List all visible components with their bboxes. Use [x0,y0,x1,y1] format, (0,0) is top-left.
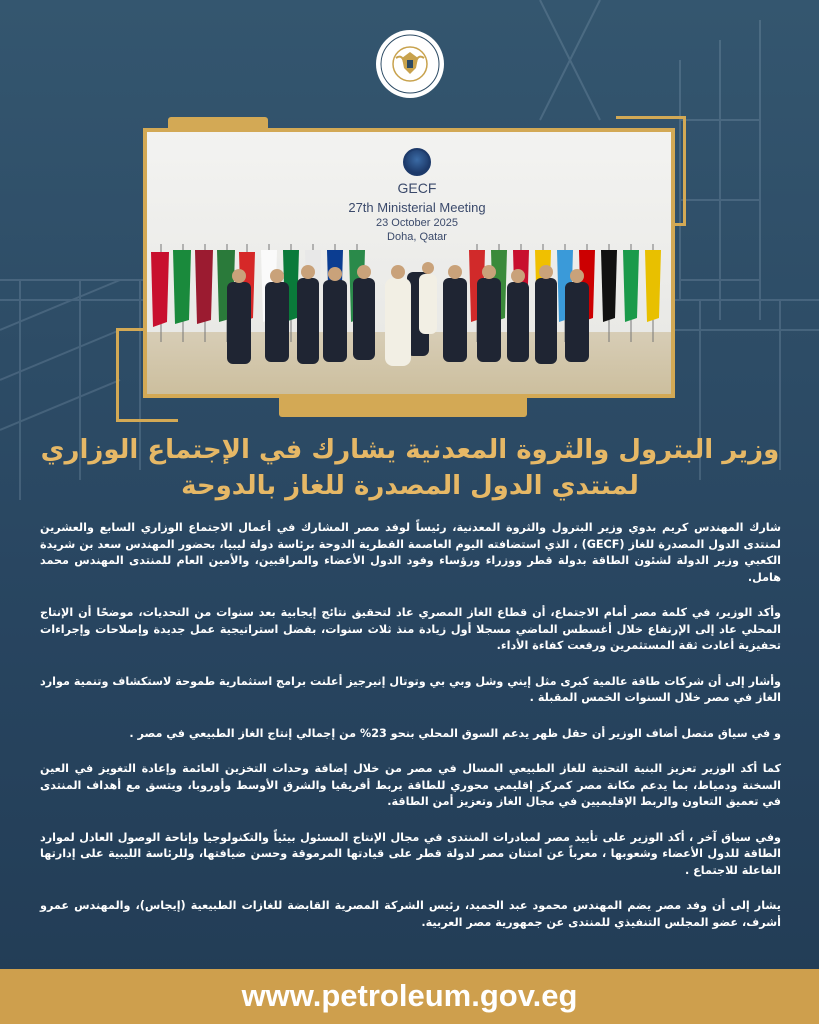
ministry-logo [374,28,446,100]
meeting-photo [143,128,675,398]
article-title [40,432,780,504]
paragraph-5: كما أكد الوزير تعزيز البنية التحتية للغاز الطبيعي المسال في مصر من خلال إضافة وحدات التخزين العائمة وإعادة التغويز في العين السخنة ودمياط، بما يدعم مكانة مصر كمركز إقليمي محوري للطاقة يربط أفريقيا والشرق الأوسط وأوروبا، ويتسق مع أهداف المنتدى في تعميق التعاون والربط الإقليميين في مجال الغاز وتعزيز أمن الطاقة. [40,762,781,808]
gecf-name: GECF [397,180,437,196]
paragraph-4: و في سياق متصل أضاف الوزير أن حقل ظهر يدعم السوق المحلي بنحو 23% من إجمالي إنتاج الغاز الطبيعي في مصر . [129,726,781,740]
gecf-meeting-title: 27th Ministerial Meeting [348,200,486,215]
footer-website-link[interactable]: www.petroleum.gov.eg [241,978,578,1013]
article-body [40,520,781,950]
paragraph-3: وأشار إلى أن شركات طاقة عالمية كبرى مثل إيني وشل وبي بي وتوتال إنيرجيز أعلنت برامج استثمارية طموحة لاستكشاف وتنمية موارد الغاز في مصر خلال السنوات الخمس المقبلة . [40,674,781,704]
title-line-1: وزير البترول والثروة المعدنية يشارك في الإجتماع الوزاري [40,435,780,465]
paragraph-1: شارك المهندس كريم بدوي وزير البترول والثروة المعدنية، رئيساً لوفد مصر المشارك في أعمال الاجتماع الوزاري السابع والعشرين لمنتدى الدول المصدرة للغاز (GECF) ، الذي استضافته اليوم العاصمة القطرية الدوحة برئاسة دولة ليبيا، بحضور المهندس سعد بن شريدة الكعبي وزير الدولة لشئون الطاقة بدولة قطر ووزراء ورؤساء وفود الدول الأعضاء والمراقبين، والأمين العام للمنتدى المهندس محمد هامل. [40,521,781,584]
title-line-2: لمنتدي الدول المصدرة للغاز بالدوحة [181,471,639,501]
gecf-meeting-place: Doha, Qatar [387,231,447,243]
flags-and-delegates [147,132,671,394]
ministry-eagle-seal-icon [374,28,446,100]
gecf-meeting-date: 23 October 2025 [376,217,458,229]
paragraph-7: يشار إلى أن وفد مصر يضم المهندس محمود عبد الحميد، رئيس الشركة المصرية القابضة للغازات الطبيعية (إيجاس)، والمهندس عمرو أشرف، عضو المجلس التنفيذي للمنتدى عن جمهورية مصر العربية. [40,899,781,929]
paragraph-6: وفي سياق آخر ، أكد الوزير على تأييد مصر لمبادرات المنتدى في مجال الإنتاج المسئول بيئياً والتكنولوجيا وإتاحة الوصول العادل لموارد الطاقة للدول الأعضاء وشعوبها ، معرباً عن امتنان مصر لدولة قطر على قيادتها المرموقة وحسن ضيافتها، وللرئاسة الليبية على إدارتها الفاعلة للاجتماع . [40,830,781,877]
paragraph-2: وأكد الوزير، في كلمة مصر أمام الاجتماع، أن قطاع الغاز المصري عاد لتحقيق نتائج إيجابية بعد سنوات من التحديات، موضحًا أن الإنتاج المحلي عاد إلى الإرتفاع خلال أغسطس الماضي مسجلا أول زيادة منذ ثلاث سنوات، بفضل استراتيجية عمل جديدة وإصلاحات وإجراءات تحفيزية أعادت ثقة المستثمرين ورفعت كفاءة الأداء. [40,606,781,652]
